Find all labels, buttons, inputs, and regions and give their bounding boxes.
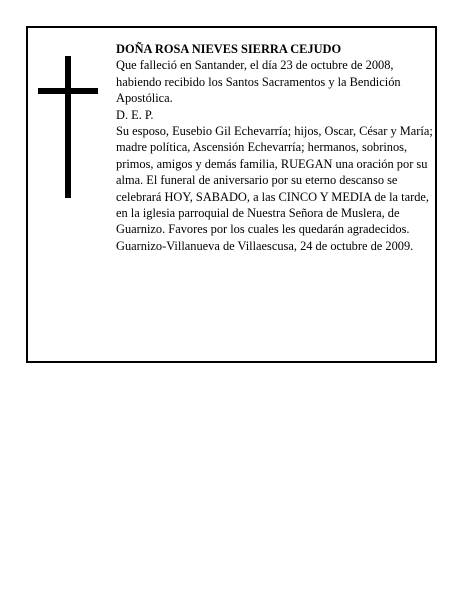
dep-line: D. E. P. <box>116 107 154 122</box>
deceased-name: DOÑA ROSA NIEVES SIERRA CEJUDO <box>116 42 342 56</box>
death-paragraph: Que falleció en Santander, el día 23 de octubre de 2008, habiendo recibido los Santos Sacramentos y la Bendición Apostólica. <box>116 58 401 106</box>
cross-icon <box>38 56 98 198</box>
notice-text <box>116 41 434 254</box>
family-paragraph: Su esposo, Eusebio Gil Echevarría; hijos, Oscar, César y María; madre política, Ascensión Echevarría; hermanos, sobrinos, primos, amigos y demás familia, RUEGAN una oración por su alma. El funeral de aniversario por su eterno descanso se celebrará HOY, SABADO, a las CINCO Y MEDIA de la tarde, en la iglesia parroquial de Nuestra Señora de Muslera, de Guarnizo. Favores por los cuales les quedarán agradecidos. <box>116 124 433 237</box>
obituary-notice <box>26 26 437 363</box>
cross-vertical-bar <box>65 56 71 198</box>
cross-horizontal-bar <box>38 88 98 94</box>
place-date-line: Guarnizo-Villanueva de Villaescusa, 24 de octubre de 2009. <box>116 238 414 253</box>
